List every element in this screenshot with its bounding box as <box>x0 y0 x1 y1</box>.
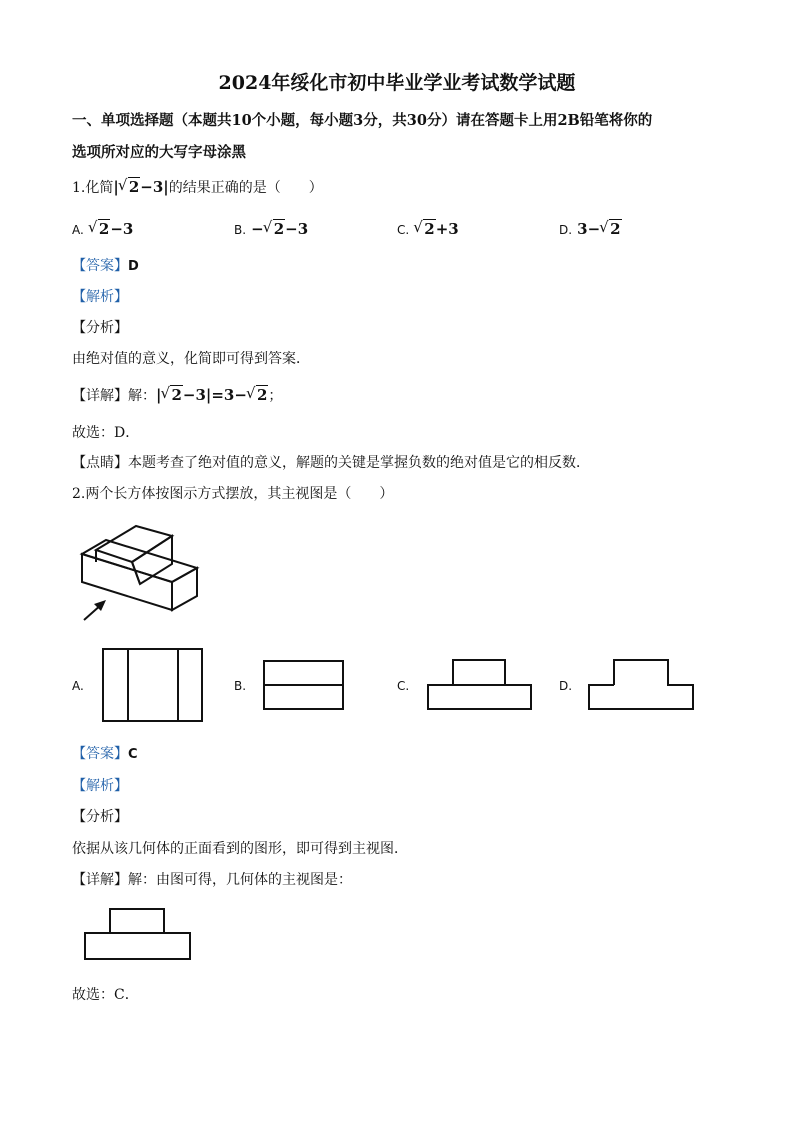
q2-answer-figure <box>84 908 192 962</box>
q2-analysis-label: 【解析】 <box>72 778 128 794</box>
q2-option-a-figure <box>102 648 204 724</box>
section-heading-line2: 选项所对应的大写字母涂黑 <box>72 144 246 161</box>
q1-answer <box>72 255 139 275</box>
q2-choose: 故选：C． <box>72 987 139 1003</box>
q1-option-d: D. 3−√ 2 <box>559 219 622 238</box>
answer-label: 【答案】 <box>72 258 128 274</box>
q2-isometric-figure <box>72 510 202 630</box>
q1-expression: |√ 2−3| <box>113 178 168 196</box>
q2-option-c-figure <box>427 659 533 712</box>
q1-fenxi-label: 【分析】 <box>72 320 128 336</box>
q1-detail: 【详解】解：|√ 2−3|=3−√ 2； <box>72 385 282 405</box>
q2-detail: 【详解】解：由图可得，几何体的主视图是： <box>72 872 352 888</box>
q1-comment: 【点睛】本题考查了绝对值的意义，解题的关键是掌握负数的绝对值是它的相反数． <box>72 455 590 471</box>
q1-analysis-label: 【解析】 <box>72 289 128 305</box>
q1-choose: 故选：D． <box>72 425 140 441</box>
q1-fenxi-text: 由绝对值的意义，化简即可得到答案． <box>72 351 310 367</box>
answer-value: C <box>128 747 138 762</box>
q2-option-c-label: C. <box>397 679 410 693</box>
answer-label: 【答案】 <box>72 746 128 762</box>
q1-option-b: B. −√ 2−3 <box>234 219 308 238</box>
q1-suffix: 的结果正确的是（ ） <box>168 180 323 196</box>
q2-fenxi-text: 依据从该几何体的正面看到的图形，即可得到主视图． <box>72 841 408 857</box>
section-heading-line1: 一、单项选择题（本题共10个小题，每小题3分，共30分）请在答题卡上用2B铅笔将你的 <box>72 112 653 129</box>
q1-stem <box>72 177 323 197</box>
q2-answer <box>72 743 138 763</box>
q1-option-c: C. √ 2+3 <box>397 219 459 238</box>
q2-option-d-label: D. <box>559 679 573 693</box>
q2-stem: 2.两个长方体按图示方式摆放，其主视图是（ ） <box>72 486 394 502</box>
q2-option-a-label: A. <box>72 679 84 693</box>
answer-value: D <box>128 259 139 274</box>
page-title: 2024年绥化市初中毕业学业考试数学试题 <box>218 72 576 94</box>
q1-option-a: A. √ 2−3 <box>72 219 133 238</box>
q1-prefix: 1.化简 <box>72 180 114 196</box>
q2-option-b-label: B. <box>234 679 247 693</box>
q2-fenxi-label: 【分析】 <box>72 809 128 825</box>
q2-option-d-figure <box>588 659 696 712</box>
q2-option-b-figure <box>263 660 345 712</box>
